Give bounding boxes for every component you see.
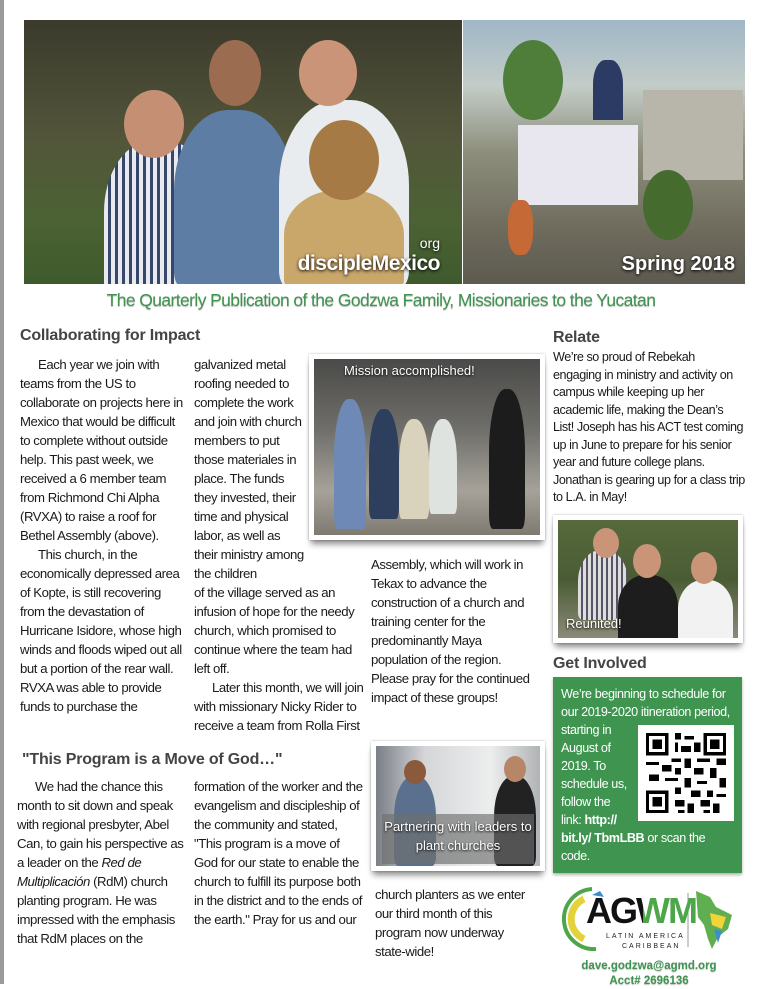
section-heading: Collaborating for Impact — [20, 327, 201, 344]
site-logo-text: discipleMexico — [297, 252, 440, 275]
schedule-text: starting in August of 2019. To schedule us, follow the link: http:// bit.ly/ TbmLBB or scan the code. — [561, 721, 734, 865]
qr-code[interactable] — [638, 725, 734, 821]
site-tld: org — [419, 235, 440, 251]
relate-text: We’re so proud of Rebekah engaging in ministry and activity on campus while keeping up her academic life, making the Dean’s List! Joseph has his ACT test coming up in June to prepare for his senior year and future college plans. Jonathan is gearing up for a class trip to L.A. in May! — [553, 350, 745, 504]
article-column: Each year we join with teams from the US to collaborate on projects here in Mexico that would be difficult to complete without outside help. This past week, we received a 6 member team from Richmond Chi Alpha (RVXA) to raise a roof for Bethel Assembly (above). This church, in the economically depressed area of Kopte, is still recovering from the devastation of Hurricane Isidore, whose high winds and floods wiped out all but a portion of the rear wall. RVXA was able to provide funds to purchase the — [20, 357, 183, 714]
get-involved-box: We’re beginning to schedule for our 2019-2020 itineration period, starting in August of 2019. To schedule us, follow the link: http:// bit.ly/ TbmLBB or scan the code. — [553, 677, 742, 873]
schedule-link[interactable]: http:// — [584, 812, 617, 827]
mission-photo — [309, 354, 545, 540]
schedule-link[interactable]: bit.ly/ TbmLBB — [561, 830, 645, 845]
family-photo — [24, 20, 462, 284]
relate-heading: Relate — [553, 329, 600, 346]
section-heading: "This Program is a Move of God…" — [22, 751, 283, 768]
reunited-photo — [553, 515, 743, 643]
sidebar — [553, 327, 745, 989]
issue-label: Spring 2018 — [621, 253, 735, 275]
page-edge — [0, 0, 4, 984]
article-column: galvanized metal roofing needed to complete the work and join with church members to put those materiales in place. The funds they invested, their time and physical labor, as well as their ministry among the children of the village served as an infusion of hope for the needy church, which promised to continue where the team had left off. Later this month, we will join with missionary Nicky Rider to receive a team from Rolla First — [194, 357, 364, 733]
article-collaborating — [17, 325, 545, 735]
contact-email[interactable]: dave.godzwa@agmd.org — [581, 959, 717, 972]
photo-caption: Reunited! — [566, 615, 622, 631]
article-column: Assembly, which will work in Tekax to advance the construction of a church and training center for the predominantly Maya population of the region. Please pray for the continued impact of these groups! — [371, 557, 530, 705]
article-column: formation of the worker and the evangelism and discipleship of the community and stated, "This program is a move of God for our state to enable the church to fulfill its purpose both in the district and to the ends of the earth." Pray for us and our — [194, 779, 363, 927]
photo-caption: Mission accomplished! — [344, 363, 475, 378]
church-table-photo — [463, 20, 745, 284]
article-column: We had the chance this month to sit down and speak with regional presbyter, Abel Can, to gain his perspective as a leader on the Red de Multiplicación (RdM) church planting program. He was impressed with the emphasis that RdM places on the — [17, 779, 184, 946]
agwm-logo: AGWM LATIN AMERICA CARIBBEAN — [562, 883, 742, 957]
article-column: church planters as we enter our third month of this program now underway state-wide! — [375, 887, 525, 959]
main-articles — [17, 325, 545, 961]
article-move-of-god — [17, 749, 545, 961]
get-involved-heading: Get Involved — [553, 654, 647, 672]
photo-caption: Partnering with leaders to plant churches — [384, 819, 532, 853]
account-number: Acct# 2696136 — [609, 974, 689, 987]
tagline: The Quarterly Publication of the Godzwa Family, Missionaries to the Yucatan — [106, 290, 656, 310]
